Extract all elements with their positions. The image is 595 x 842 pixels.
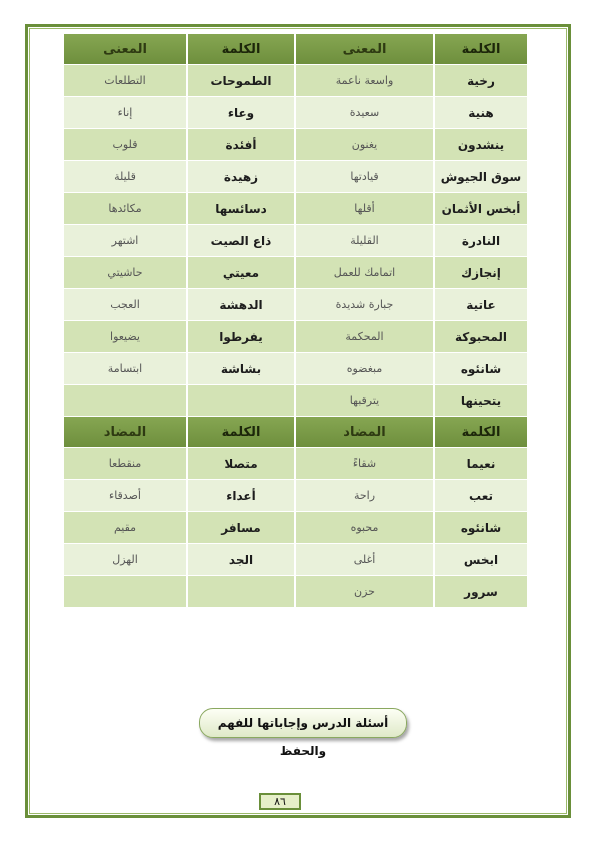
word-cell: ذاع الصيت	[186, 225, 294, 257]
table-row	[64, 480, 527, 512]
meaning-cell: ابتسامة	[64, 353, 186, 385]
word-cell: رخية	[433, 65, 527, 97]
opposite-cell: منقطعا	[64, 448, 186, 480]
opposite-cell: حزن	[294, 576, 433, 608]
meaning-cell: سعيدة	[294, 97, 433, 129]
meaning-cell	[64, 385, 186, 417]
word-cell: بشاشة	[186, 353, 294, 385]
word-cell: معيتي	[186, 257, 294, 289]
table-row	[64, 576, 527, 608]
word-cell: شانئوه	[433, 353, 527, 385]
table-row	[64, 385, 527, 417]
meaning-cell: العجب	[64, 289, 186, 321]
word-cell: إنجازك	[433, 257, 527, 289]
word-cell: متصلا	[186, 448, 294, 480]
table-row	[64, 97, 527, 129]
word-cell	[186, 385, 294, 417]
meaning-cell: جبارة شديدة	[294, 289, 433, 321]
word-cell: النادرة	[433, 225, 527, 257]
word-cell: يفرطوا	[186, 321, 294, 353]
word-cell: عاتية	[433, 289, 527, 321]
header-word: الكلمة	[186, 34, 294, 65]
meaning-cell: القليلة	[294, 225, 433, 257]
table-row	[64, 129, 527, 161]
word-cell: شانئوه	[433, 512, 527, 544]
table-row	[64, 65, 527, 97]
word-cell: سرور	[433, 576, 527, 608]
word-cell: سوق الجيوش	[433, 161, 527, 193]
meaning-cell: قيادتها	[294, 161, 433, 193]
table-row	[64, 193, 527, 225]
word-cell: هنية	[433, 97, 527, 129]
word-cell: زهيدة	[186, 161, 294, 193]
opposite-cell	[64, 576, 186, 608]
table-row	[64, 257, 527, 289]
header-word: الكلمة	[186, 417, 294, 448]
opposite-cell: أغلى	[294, 544, 433, 576]
table-row	[64, 512, 527, 544]
vocabulary-table	[64, 34, 527, 608]
page-number: ٨٦	[259, 793, 301, 810]
table-row	[64, 161, 527, 193]
meaning-cell: قليلة	[64, 161, 186, 193]
word-cell: وعاء	[186, 97, 294, 129]
meaning-cell: حاشيتي	[64, 257, 186, 289]
meaning-cell: يغنون	[294, 129, 433, 161]
word-cell	[186, 576, 294, 608]
table-row	[64, 448, 527, 480]
word-cell: نعيما	[433, 448, 527, 480]
word-cell: يتحينها	[433, 385, 527, 417]
opposite-cell: الهزل	[64, 544, 186, 576]
meaning-cell: مبغضوه	[294, 353, 433, 385]
meaning-cell: أقلها	[294, 193, 433, 225]
meaning-cell: المحكمة	[294, 321, 433, 353]
word-cell: تعب	[433, 480, 527, 512]
word-cell: أفئدة	[186, 129, 294, 161]
meaning-cell: قلوب	[64, 129, 186, 161]
word-cell: الدهشة	[186, 289, 294, 321]
opposite-cell: مقيم	[64, 512, 186, 544]
meaning-cell: مكائدها	[64, 193, 186, 225]
table-row	[64, 289, 527, 321]
meaning-cell: التطلعات	[64, 65, 186, 97]
meaning-cell: يضيعوا	[64, 321, 186, 353]
meaning-cell: واسعة ناعمة	[294, 65, 433, 97]
table-row	[64, 225, 527, 257]
word-cell: ابخس	[433, 544, 527, 576]
word-cell: الطموحات	[186, 65, 294, 97]
header-opposite: المضاد	[294, 417, 433, 448]
meaning-cell: يترقبها	[294, 385, 433, 417]
opposite-cell: راحة	[294, 480, 433, 512]
table-row	[64, 321, 527, 353]
header-word: الكلمة	[433, 417, 527, 448]
table-row	[64, 544, 527, 576]
table-header-row	[64, 417, 527, 448]
word-cell: ينشدون	[433, 129, 527, 161]
word-cell: أعداء	[186, 480, 294, 512]
header-opposite: المضاد	[64, 417, 186, 448]
meaning-cell: إناء	[64, 97, 186, 129]
header-word: الكلمة	[433, 34, 527, 65]
header-meaning: المعنى	[64, 34, 186, 65]
word-cell: أبخس الأثمان	[433, 193, 527, 225]
meaning-cell: اشتهر	[64, 225, 186, 257]
word-cell: الجد	[186, 544, 294, 576]
opposite-cell: أصدقاء	[64, 480, 186, 512]
lesson-questions-banner[interactable]: أسئلة الدرس وإجاباتها للفهم والحفظ	[199, 708, 407, 738]
meaning-cell: اتمامك للعمل	[294, 257, 433, 289]
table-row	[64, 353, 527, 385]
header-meaning: المعنى	[294, 34, 433, 65]
opposite-cell: محبوه	[294, 512, 433, 544]
opposite-cell: شقاءً	[294, 448, 433, 480]
word-cell: مسافر	[186, 512, 294, 544]
table-header-row	[64, 34, 527, 65]
word-cell: دسائسها	[186, 193, 294, 225]
word-cell: المحبوكة	[433, 321, 527, 353]
